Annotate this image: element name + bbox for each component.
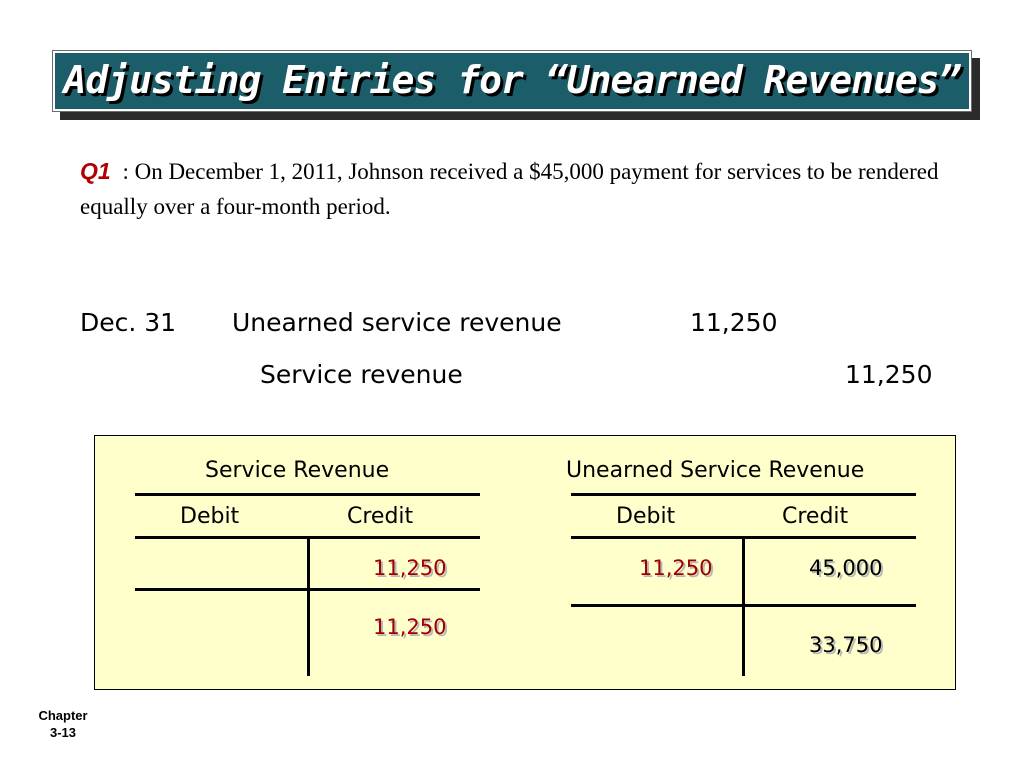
question-text: : On December 1, 2011, Johnson received a $45,000 payment for services to be rendered equally over a four-month period. (80, 159, 939, 219)
slide-title: Adjusting Entries for “Unearned Revenues” (63, 58, 961, 102)
t-account-divider (307, 536, 310, 676)
t-account-top-rule (571, 493, 916, 496)
t-account-debit-entry: 11,250 (639, 556, 713, 580)
page-number: 3-13 (49, 725, 77, 740)
t-account-credit-label: Credit (782, 504, 849, 529)
question-block (80, 154, 940, 224)
t-account-top-rule (135, 493, 480, 496)
chapter-label: Chapter (38, 708, 88, 723)
journal-debit-account: Unearned service revenue (232, 308, 562, 337)
title-banner (53, 51, 971, 111)
t-account-balance-rule (571, 604, 916, 607)
t-account-credit-balance: 33,750 (809, 633, 883, 657)
t-account-panel (94, 435, 956, 690)
t-account-balance-rule (135, 588, 480, 591)
t-account-credit-balance: 11,250 (373, 615, 447, 639)
journal-credit-account: Service revenue (260, 360, 463, 389)
t-account-debit-label: Debit (616, 504, 676, 529)
journal-date: Dec. 31 (80, 308, 177, 337)
journal-credit-amount: 11,250 (845, 360, 933, 389)
t-account-title: Unearned Service Revenue (566, 458, 865, 483)
t-account-debit-label: Debit (180, 504, 240, 529)
question-label: Q1 (80, 158, 111, 184)
t-account-title: Service Revenue (205, 458, 390, 483)
t-account-credit-entry: 45,000 (809, 556, 883, 580)
t-account-credit-label: Credit (347, 504, 414, 529)
journal-debit-amount: 11,250 (690, 308, 778, 337)
t-account-credit-entry: 11,250 (373, 556, 447, 580)
chapter-footer (28, 707, 98, 741)
